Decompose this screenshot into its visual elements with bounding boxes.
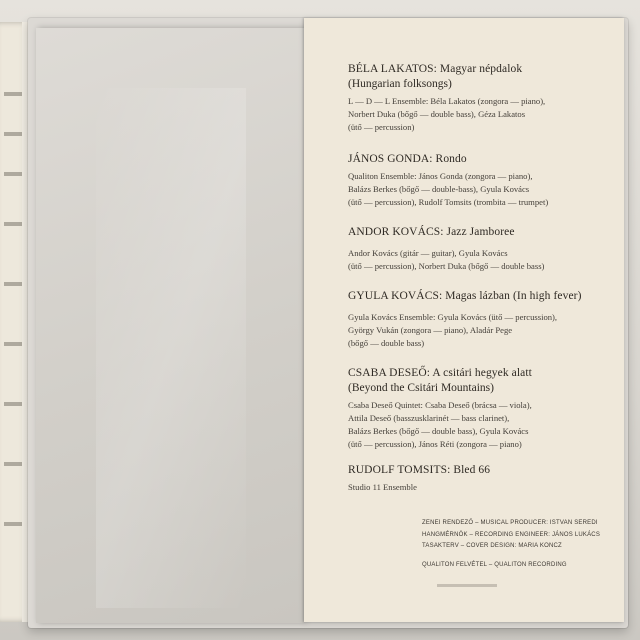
engineer-line: HANGMÉRNÖK – RECORDING ENGINEER: JÁNOS LUKÁCS [422,531,601,538]
track-title: BÉLA LAKATOS: Magyar népdalok [348,63,523,75]
blank-inner-panel [36,28,304,623]
text-fragment [4,342,24,346]
plastic-glare [96,88,246,608]
text-fragment [4,172,24,176]
credit-line: (ütő — percussion) [348,122,415,132]
track-listing [348,62,618,494]
credit-line: Gyula Kovács Ensemble: Gyula Kovács (ütő — percussion), [348,312,558,322]
credit-line: György Vukán (zongora — piano), Aladár Pege [348,325,513,335]
track-block [348,289,618,350]
track-title: RUDOLF TOMSITS: Bled 66 [348,464,491,476]
track-credits [348,399,618,451]
track-subtitle: (Hungarian folksongs) [348,78,452,90]
credit-line: Andor Kovács (gitár — guitar), Gyula Kovács [348,248,508,258]
credit-line: (ütő — percussion), János Réti (zongora — piano) [348,439,522,449]
track-credits [348,95,618,134]
track-block [348,152,618,209]
track-block [348,463,618,494]
text-fragment [4,222,24,226]
track-credits [348,170,618,209]
text-fragment [4,92,24,96]
track-block [348,225,618,273]
credit-line: Attila Deseő (basszusklarinét — bass clarinet), [348,413,510,423]
track-title: GYULA KOVÁCS: Magas lázban (In high fever) [348,290,582,302]
credit-line: (ütő — percussion), Norbert Duka (bőgő — double bass) [348,261,545,271]
track-credits [348,247,618,273]
label-line: QUALITON FELVÉTEL – QUALITON RECORDING [422,561,567,568]
track-title: CSABA DESEŐ: A csitári hegyek alatt [348,367,532,379]
text-fragment [4,132,24,136]
credit-line: (ütő — percussion), Rudolf Tomsits (trombita — trumpet) [348,197,549,207]
text-fragment [4,402,24,406]
credit-line: Balázs Berkes (bőgő — double bass), Gyula Kovács [348,426,529,436]
track-credits [348,311,618,350]
track-subtitle: (Beyond the Csitári Mountains) [348,382,494,394]
text-fragment [4,522,24,526]
credit-line: Balázs Berkes (bőgő — double-bass), Gyula Kovács [348,184,530,194]
credit-line: Csaba Deseő Quintet: Csaba Deseő (brácsa — viola), [348,400,532,410]
credit-line: L — D — L Ensemble: Béla Lakatos (zongora — piano), [348,96,546,106]
producer-line: ZENEI RENDEZŐ – MUSICAL PRODUCER: ISTVAN SEREDI [422,520,598,526]
track-block [348,62,618,134]
printer-imprint [437,584,497,587]
track-title: ANDOR KOVÁCS: Jazz Jamboree [348,226,515,238]
cover-design-line: TASAKTERV – COVER DESIGN: MARIA KONCZ [422,543,562,549]
text-fragment [4,462,24,466]
track-credits [348,481,618,494]
text-fragment [4,282,24,286]
credit-line: Qualiton Ensemble: János Gonda (zongora — piano), [348,171,533,181]
credit-line: (bőgő — double bass) [348,338,425,348]
credit-line: Norbert Duka (bőgő — double bass), Géza Lakatos [348,109,526,119]
track-title: JÁNOS GONDA: Rondo [348,153,467,165]
production-credits [422,518,622,571]
track-block [348,366,618,451]
credit-line: Studio 11 Ensemble [348,482,417,492]
